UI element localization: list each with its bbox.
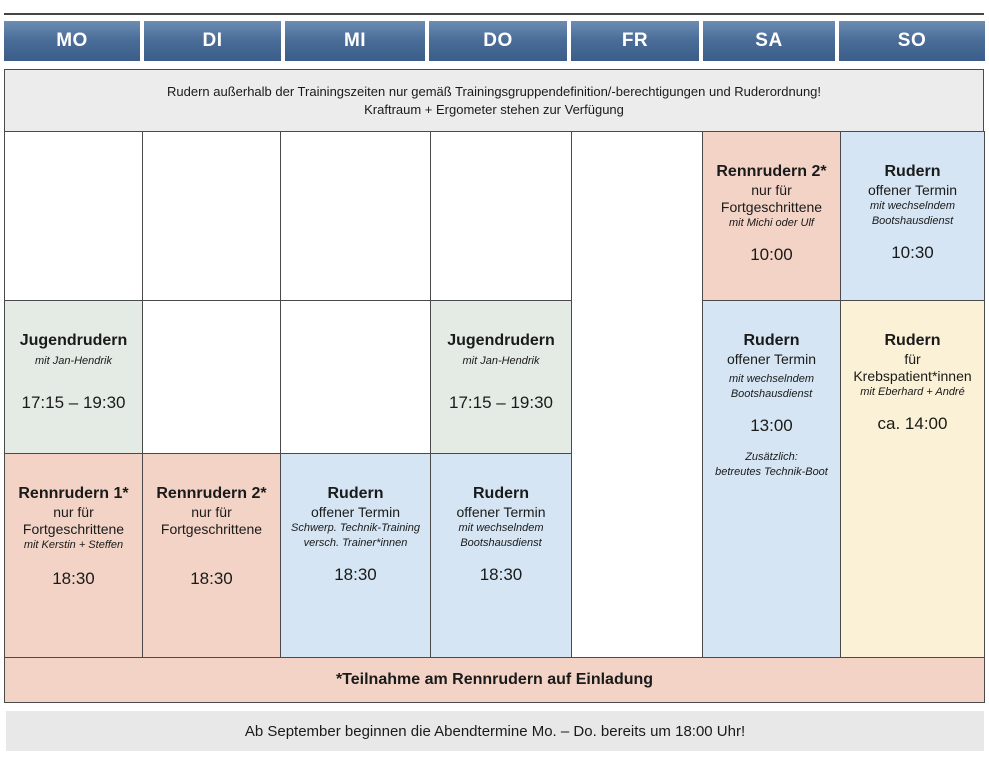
session-note: Bootshausdienst — [460, 537, 542, 549]
empty-cell — [280, 300, 431, 454]
session-sub: offener Termin — [456, 504, 546, 520]
session-mi-offen — [280, 453, 431, 658]
banner-line-1: Rudern außerhalb der Trainingszeiten nur gemäß Trainingsgruppendefinition/-berechtigungen und Ruderordnung! — [166, 84, 822, 99]
empty-cell — [280, 131, 431, 301]
session-sub: offener Termin — [868, 182, 957, 198]
session-sub: Fortgeschrittene — [720, 199, 823, 215]
session-time: 13:00 — [750, 416, 793, 435]
session-sub: offener Termin — [727, 351, 816, 367]
rules-banner — [4, 69, 984, 132]
invite-text: *Teilnahme am Rennrudern auf Einladung — [335, 671, 654, 688]
banner-line-2: Kraftraum + Ergometer stehen zur Verfügung — [364, 102, 624, 117]
session-sub: Krebspatient*innen — [853, 368, 972, 384]
session-so-offen — [840, 131, 985, 301]
day-header-so: SO — [839, 21, 985, 61]
session-time: 10:00 — [750, 245, 793, 264]
invite-footer — [4, 657, 985, 703]
session-note: mit Jan-Hendrik — [34, 355, 113, 367]
day-header-sa: SA — [703, 21, 835, 61]
session-extra: Zusätzlich: — [745, 451, 798, 463]
session-sub: nur für — [191, 504, 232, 520]
day-header-mi: MI — [285, 21, 425, 61]
session-note: mit wechselndem — [458, 522, 544, 534]
session-title: Rudern — [884, 163, 941, 180]
session-time: 17:15 – 19:30 — [449, 393, 553, 412]
session-time: 18:30 — [190, 569, 233, 588]
empty-cell — [430, 131, 572, 301]
session-do-offen — [430, 453, 572, 658]
day-header-mo: MO — [4, 21, 140, 61]
session-mo-jugend — [4, 300, 143, 454]
session-title: Rennrudern 2* — [156, 485, 267, 502]
session-note: mit Eberhard + André — [860, 386, 965, 398]
session-title: Rudern — [884, 332, 941, 349]
session-time: 18:30 — [479, 565, 523, 584]
top-rule — [4, 13, 984, 15]
session-sub: nur für — [53, 504, 94, 520]
session-note: mit Michi oder Ulf — [729, 217, 814, 229]
session-sub: für — [904, 351, 921, 367]
bottom-note — [6, 711, 984, 751]
session-time: 18:30 — [334, 565, 377, 584]
session-title: Rudern — [327, 485, 384, 502]
session-title: Jugendrudern — [447, 332, 555, 349]
empty-cell-fr — [571, 131, 703, 658]
session-time: ca. 14:00 — [877, 414, 948, 433]
empty-cell — [4, 131, 143, 301]
session-extra: betreutes Technik-Boot — [715, 466, 828, 478]
session-sub: Fortgeschrittene — [22, 521, 125, 537]
session-sa-offen — [702, 300, 841, 658]
session-title: Rennrudern 2* — [716, 163, 827, 180]
session-title: Jugendrudern — [19, 332, 128, 349]
bottom-note-text: Ab September beginnen die Abendtermine Mo. – Do. bereits um 18:00 Uhr! — [244, 722, 746, 740]
session-note: mit wechselndem — [729, 373, 814, 385]
day-header-do: DO — [429, 21, 567, 61]
session-note: mit Jan-Hendrik — [462, 355, 540, 367]
day-header-di: DI — [144, 21, 281, 61]
session-title: Rudern — [473, 485, 529, 502]
session-note: mit wechselndem — [870, 200, 955, 212]
session-di-rennrudern — [142, 453, 281, 658]
session-note: Bootshausdienst — [871, 215, 954, 227]
session-do-jugend — [430, 300, 572, 454]
session-sub: nur für — [751, 182, 792, 198]
session-so-krebs — [840, 300, 985, 658]
session-sa-rennrudern — [702, 131, 841, 301]
empty-cell — [142, 131, 281, 301]
session-time: 17:15 – 19:30 — [21, 393, 126, 412]
session-time: 10:30 — [891, 243, 934, 262]
session-note: Schwerp. Technik-Training — [290, 522, 420, 534]
session-sub: offener Termin — [311, 504, 400, 520]
session-time: 18:30 — [52, 569, 95, 588]
session-title: Rudern — [743, 332, 800, 349]
session-note: Bootshausdienst — [730, 388, 813, 400]
session-title: Rennrudern 1* — [18, 485, 129, 502]
session-note: versch. Trainer*innen — [303, 537, 408, 549]
empty-cell — [142, 300, 281, 454]
day-header-fr: FR — [571, 21, 699, 61]
session-sub: Fortgeschrittene — [160, 521, 263, 537]
session-mo-rennrudern — [4, 453, 143, 658]
session-note: mit Kerstin + Steffen — [23, 539, 124, 551]
